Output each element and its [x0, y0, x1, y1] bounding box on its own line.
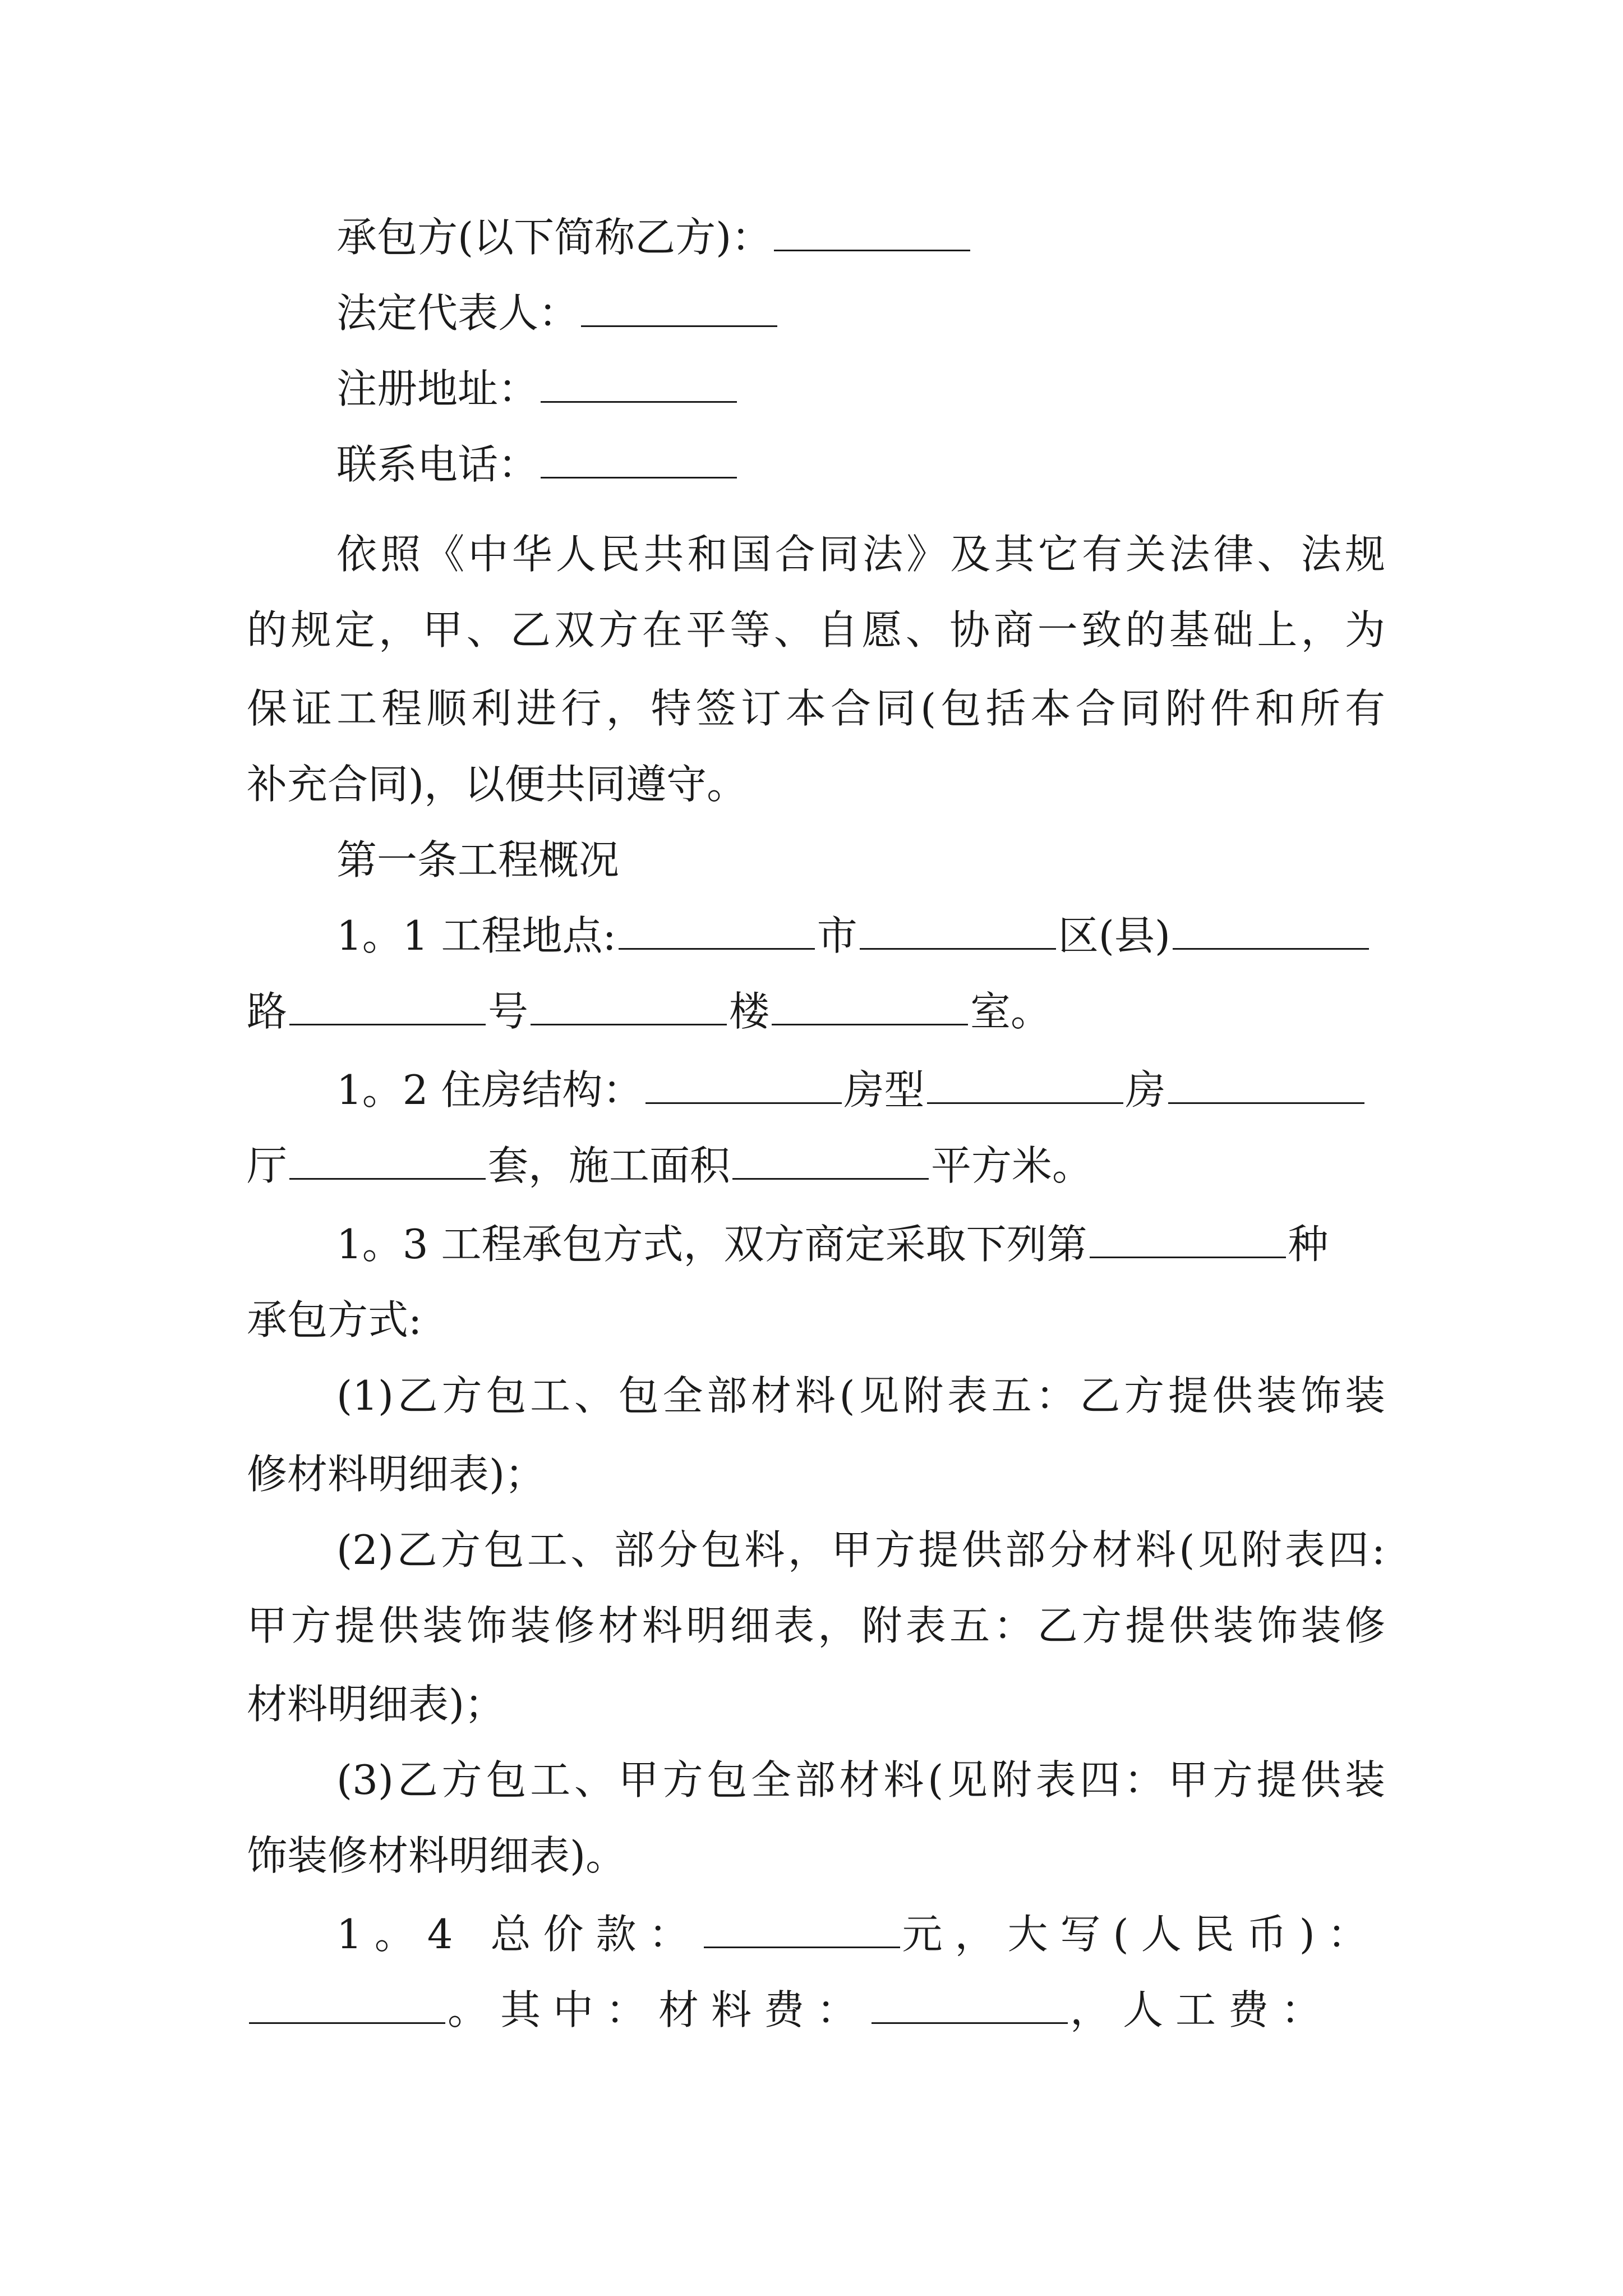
s11-district: 区(县): [1058, 912, 1170, 959]
phone-line: [336, 438, 1385, 491]
s14-line-2: [247, 1983, 1385, 2037]
option-2-line-3: 材料明细表)；: [247, 1681, 505, 1728]
intro-line-1: 依照《中华人民共和国合同法》及其它有关法律、法规: [336, 531, 1385, 578]
rooms-blank[interactable]: [1168, 1068, 1364, 1104]
intro-line-4: 补充合同)，以便共同遵守。: [247, 761, 748, 808]
legal-rep-line: [336, 286, 1385, 340]
s14-yuan: 元，大写(人民币)：: [902, 1911, 1380, 1958]
party-b-label: 承包方(以下简称乙方)：: [336, 214, 772, 261]
s11-line-2: [247, 984, 1385, 1038]
room-blank[interactable]: [772, 989, 968, 1025]
s13-line-1: [336, 1217, 1385, 1271]
intro-line-3: 保证工程顺利进行，特签订本合同(包括本合同附件和所有: [247, 685, 1385, 732]
phone-label: 联系电话：: [336, 441, 539, 488]
s11-number: 号: [488, 988, 529, 1035]
s14-line-1: [336, 1907, 1385, 1961]
option-1-line-1: (1)乙方包工、包全部材料(见附表五：乙方提供装饰装: [336, 1372, 1385, 1419]
legal-rep-blank[interactable]: [581, 291, 777, 327]
option-1-line-2: 修材料明细表)；: [247, 1451, 546, 1498]
intro-line-2: 的规定，甲、乙双方在平等、自愿、协商一致的基础上，为: [247, 606, 1385, 654]
reg-address-blank[interactable]: [541, 366, 737, 403]
s11-line-1: [336, 909, 1385, 963]
s12-rooms: 房: [1125, 1066, 1166, 1114]
s12-line-2: [247, 1139, 1385, 1193]
s11-lead: 1。1 工程地点:: [336, 912, 616, 959]
type-blank[interactable]: [927, 1068, 1123, 1104]
area-blank[interactable]: [732, 1143, 929, 1180]
reg-address-line: [336, 362, 1385, 416]
s11-room: 室。: [970, 988, 1052, 1035]
s12-type: 房型: [843, 1066, 925, 1114]
s14-labor: ，人工费：: [1070, 1986, 1334, 2033]
city-blank[interactable]: [619, 913, 815, 950]
s11-road: 路: [247, 988, 288, 1035]
party-b-blank[interactable]: [774, 215, 970, 251]
s11-building: 楼: [729, 988, 770, 1035]
s13-kind: 种: [1288, 1221, 1329, 1268]
article-1-title: 第一条工程概况: [336, 836, 620, 884]
s13-line-2: 承包方式:: [247, 1296, 422, 1343]
s12-lead: 1。2 住房结构：: [336, 1066, 643, 1114]
s11-city: 市: [817, 912, 857, 959]
building-blank[interactable]: [531, 989, 727, 1025]
s13-lead: 1。3 工程承包方式，双方商定采取下列第: [336, 1221, 1087, 1268]
reg-address-label: 注册地址：: [336, 365, 539, 412]
party-b-line: [336, 210, 1385, 264]
s14-among: 。其中：材料费：: [448, 1986, 870, 2033]
option-2-line-2: 甲方提供装饰装修材料明细表，附表五：乙方提供装饰装修: [247, 1602, 1385, 1649]
option-3-line-1: (3)乙方包工、甲方包全部材料(见附表四：甲方提供装: [336, 1756, 1385, 1803]
material-fee-blank[interactable]: [872, 1987, 1068, 2024]
hall-blank[interactable]: [289, 1143, 486, 1180]
number-blank[interactable]: [289, 989, 486, 1025]
option-3-line-2: 饰装修材料明细表)。: [247, 1832, 626, 1879]
structure-blank[interactable]: [645, 1068, 842, 1104]
s14-lead: 1。4 总价款：: [336, 1911, 702, 1958]
option-2-line-1: (2)乙方包工、部分包料，甲方提供部分材料(见附表四:: [336, 1526, 1385, 1573]
mode-blank[interactable]: [1090, 1222, 1286, 1258]
phone-blank[interactable]: [541, 442, 737, 478]
legal-rep-label: 法定代表人：: [336, 289, 579, 337]
s12-sqm: 平方米。: [931, 1142, 1093, 1189]
road-blank[interactable]: [1173, 913, 1369, 950]
s12-sets: 套，施工面积: [488, 1142, 731, 1189]
total-blank[interactable]: [704, 1912, 900, 1948]
s12-hall: 厅: [247, 1142, 288, 1189]
district-blank[interactable]: [860, 913, 1056, 950]
capital-blank[interactable]: [249, 1987, 445, 2024]
s12-line-1: [336, 1063, 1385, 1117]
